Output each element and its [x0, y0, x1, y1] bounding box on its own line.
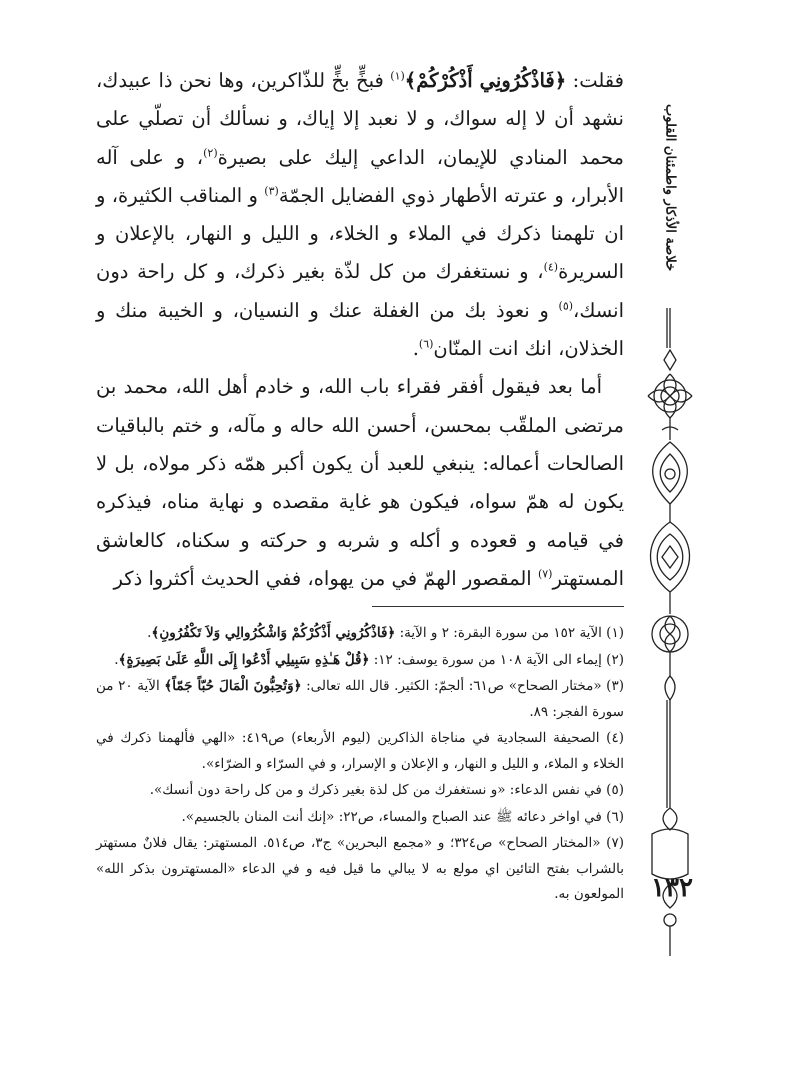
- text-run: .: [412, 337, 419, 361]
- footnote-ref: (٢): [203, 146, 218, 160]
- footnote-text: (١) الآية ١٥٢ من سورة البقرة: ٢ و الآية:: [395, 625, 624, 641]
- footnote-ref: (١): [390, 69, 405, 83]
- text-run: أما بعد فيقول أفقر فقراء باب الله، و خادم أهل الله، محمد بن مرتضى الملقّب بمحسن، أحسن الله حاله و مآله، و ختم بالباقيات الصالحات أعماله: ينبغي للعبد أن يكون أكبر همّه ذكر مولاه، بل لا يكون له همّ سواه، فيكون هو غاية مقصده و نهاية مناه، فيذكره في قيامه و قعوده و أكله و شربه و حركته و سكناه، كالعاشق المستهتر: [96, 375, 624, 590]
- page-number: ١٣٢: [651, 873, 693, 903]
- footnote-ref: (٣): [264, 184, 279, 198]
- text-run: فقلت:: [566, 69, 624, 92]
- floral-column-ornament-icon: [640, 308, 700, 958]
- footnote-3: [96, 674, 624, 725]
- footnotes: [96, 621, 624, 909]
- footnote-text: (٧) «المختار الصحاح» ص٣٢٤؛ و «مجمع البحرين» ج٣، ص٥١٤. المستهتر: يقال فلانٌ مستهتر بالشراب بفتح التائين اي مولع به لا يبالي ما قيل فيه و في الدعاء «المستهترون بذكر الله» المولعون به.: [96, 835, 624, 902]
- text-run: فبخٍّ بخٍّ للذّاكرين، وها نحن ذا عبيدك، نشهد أن لا إله سواك، و لا نعبد إلا إياك، و نسألك أن تصلّي على محمد المنادي للإيمان، الداعي إليك على بصيرة: [96, 69, 624, 169]
- footnote-1: [96, 621, 624, 647]
- main-body-text: [96, 62, 624, 598]
- footnote-text: (٣) «مختار الصحاح» ص٦١: ألجمّ: الكثير. قال الله تعالى:: [301, 678, 624, 694]
- footnote-ref: (٦): [418, 337, 434, 351]
- footnote-text: (٦) في اواخر دعائه ﷺ عند الصباح والمساء، ص٢٢: «إنك أنت المنان بالجسيم».: [181, 808, 624, 825]
- footnote-2: [96, 648, 624, 674]
- quran-quote: ﴿فَاذْكُرُونِي أَذْكُرْكُمْ﴾: [404, 69, 567, 92]
- footnote-text: (٤) الصحيفة السجادية في مناجاة الذاكرين (ليوم الأربعاء) ص٤١٩: «الهي فألهمنا ذكرك في الخلاء و الملاء، و الليل و النهار، و الإعلان و الإسرار، و في السرّاء و الضرّاء».: [96, 730, 624, 772]
- footnote-ref: (٧): [537, 567, 553, 581]
- quran-quote: ﴿وَتُحِبُّونَ الْمَالَ حُبّاً جَمّاً﴾: [164, 678, 302, 694]
- text-run: ، و على آله الأبرار، و عترته الأطهار ذوي الفضايل الجمّة: [96, 145, 624, 207]
- footnote-text: الآية ٢٠ من سورة الفجر: ٨٩.: [96, 678, 624, 720]
- footnote-text: .: [114, 651, 119, 668]
- text-run: ، و نستغفرك من كل لذّة بغير ذكرك، و كل راحة دون انسك،: [96, 260, 624, 322]
- footnote-separator: [372, 606, 624, 607]
- quran-quote: ﴿فَاذْكُرُونِي أَذْكُرْكُمْ وَاشْكُرُوالِي وَلاَ تَكْفُرُونِ﴾: [151, 625, 396, 641]
- text-run: و نعوذ بك من الغفلة عنك و النسيان، و الخيبة منك و الخذلان، انك انت المنّان: [96, 298, 624, 361]
- footnote-text: .: [147, 625, 152, 641]
- footnote-4: [96, 726, 624, 777]
- text-run: و المناقب الكثيرة، و ان تلهمنا ذكرك في الملاء و الخلاء، و الليل و النهار، بالإعلان و السريرة: [96, 183, 624, 284]
- footnote-ref: (٤): [543, 260, 559, 274]
- footnote-ref: (٥): [558, 299, 574, 313]
- footnote-7: [96, 831, 624, 908]
- running-head: خلاصة الأذكار واطمئنان القلوب: [662, 104, 678, 272]
- quran-quote: ﴿قُلْ هَـٰذِهِ سَبِيلِي أَدْعُوا إِلَى اللَّهِ عَلَىٰ بَصِيرَةٍ﴾: [118, 651, 370, 668]
- footnote-6: [96, 805, 624, 831]
- text-run: المقصور الهمّ في من يهواه، ففي الحديث أكثروا ذكر: [113, 566, 538, 590]
- footnote-text: (٥) في نفس الدعاء: «و نستغفرك من كل لذة بغير ذكرك و من كل راحة دون أنسك».: [149, 782, 624, 798]
- footnote-text: (٢) إيماء الى الآية ١٠٨ من سورة يوسف: ١٢:: [369, 651, 624, 668]
- paragraph-1: [96, 62, 624, 368]
- paragraph-2: [96, 368, 624, 598]
- footnote-5: [96, 778, 624, 804]
